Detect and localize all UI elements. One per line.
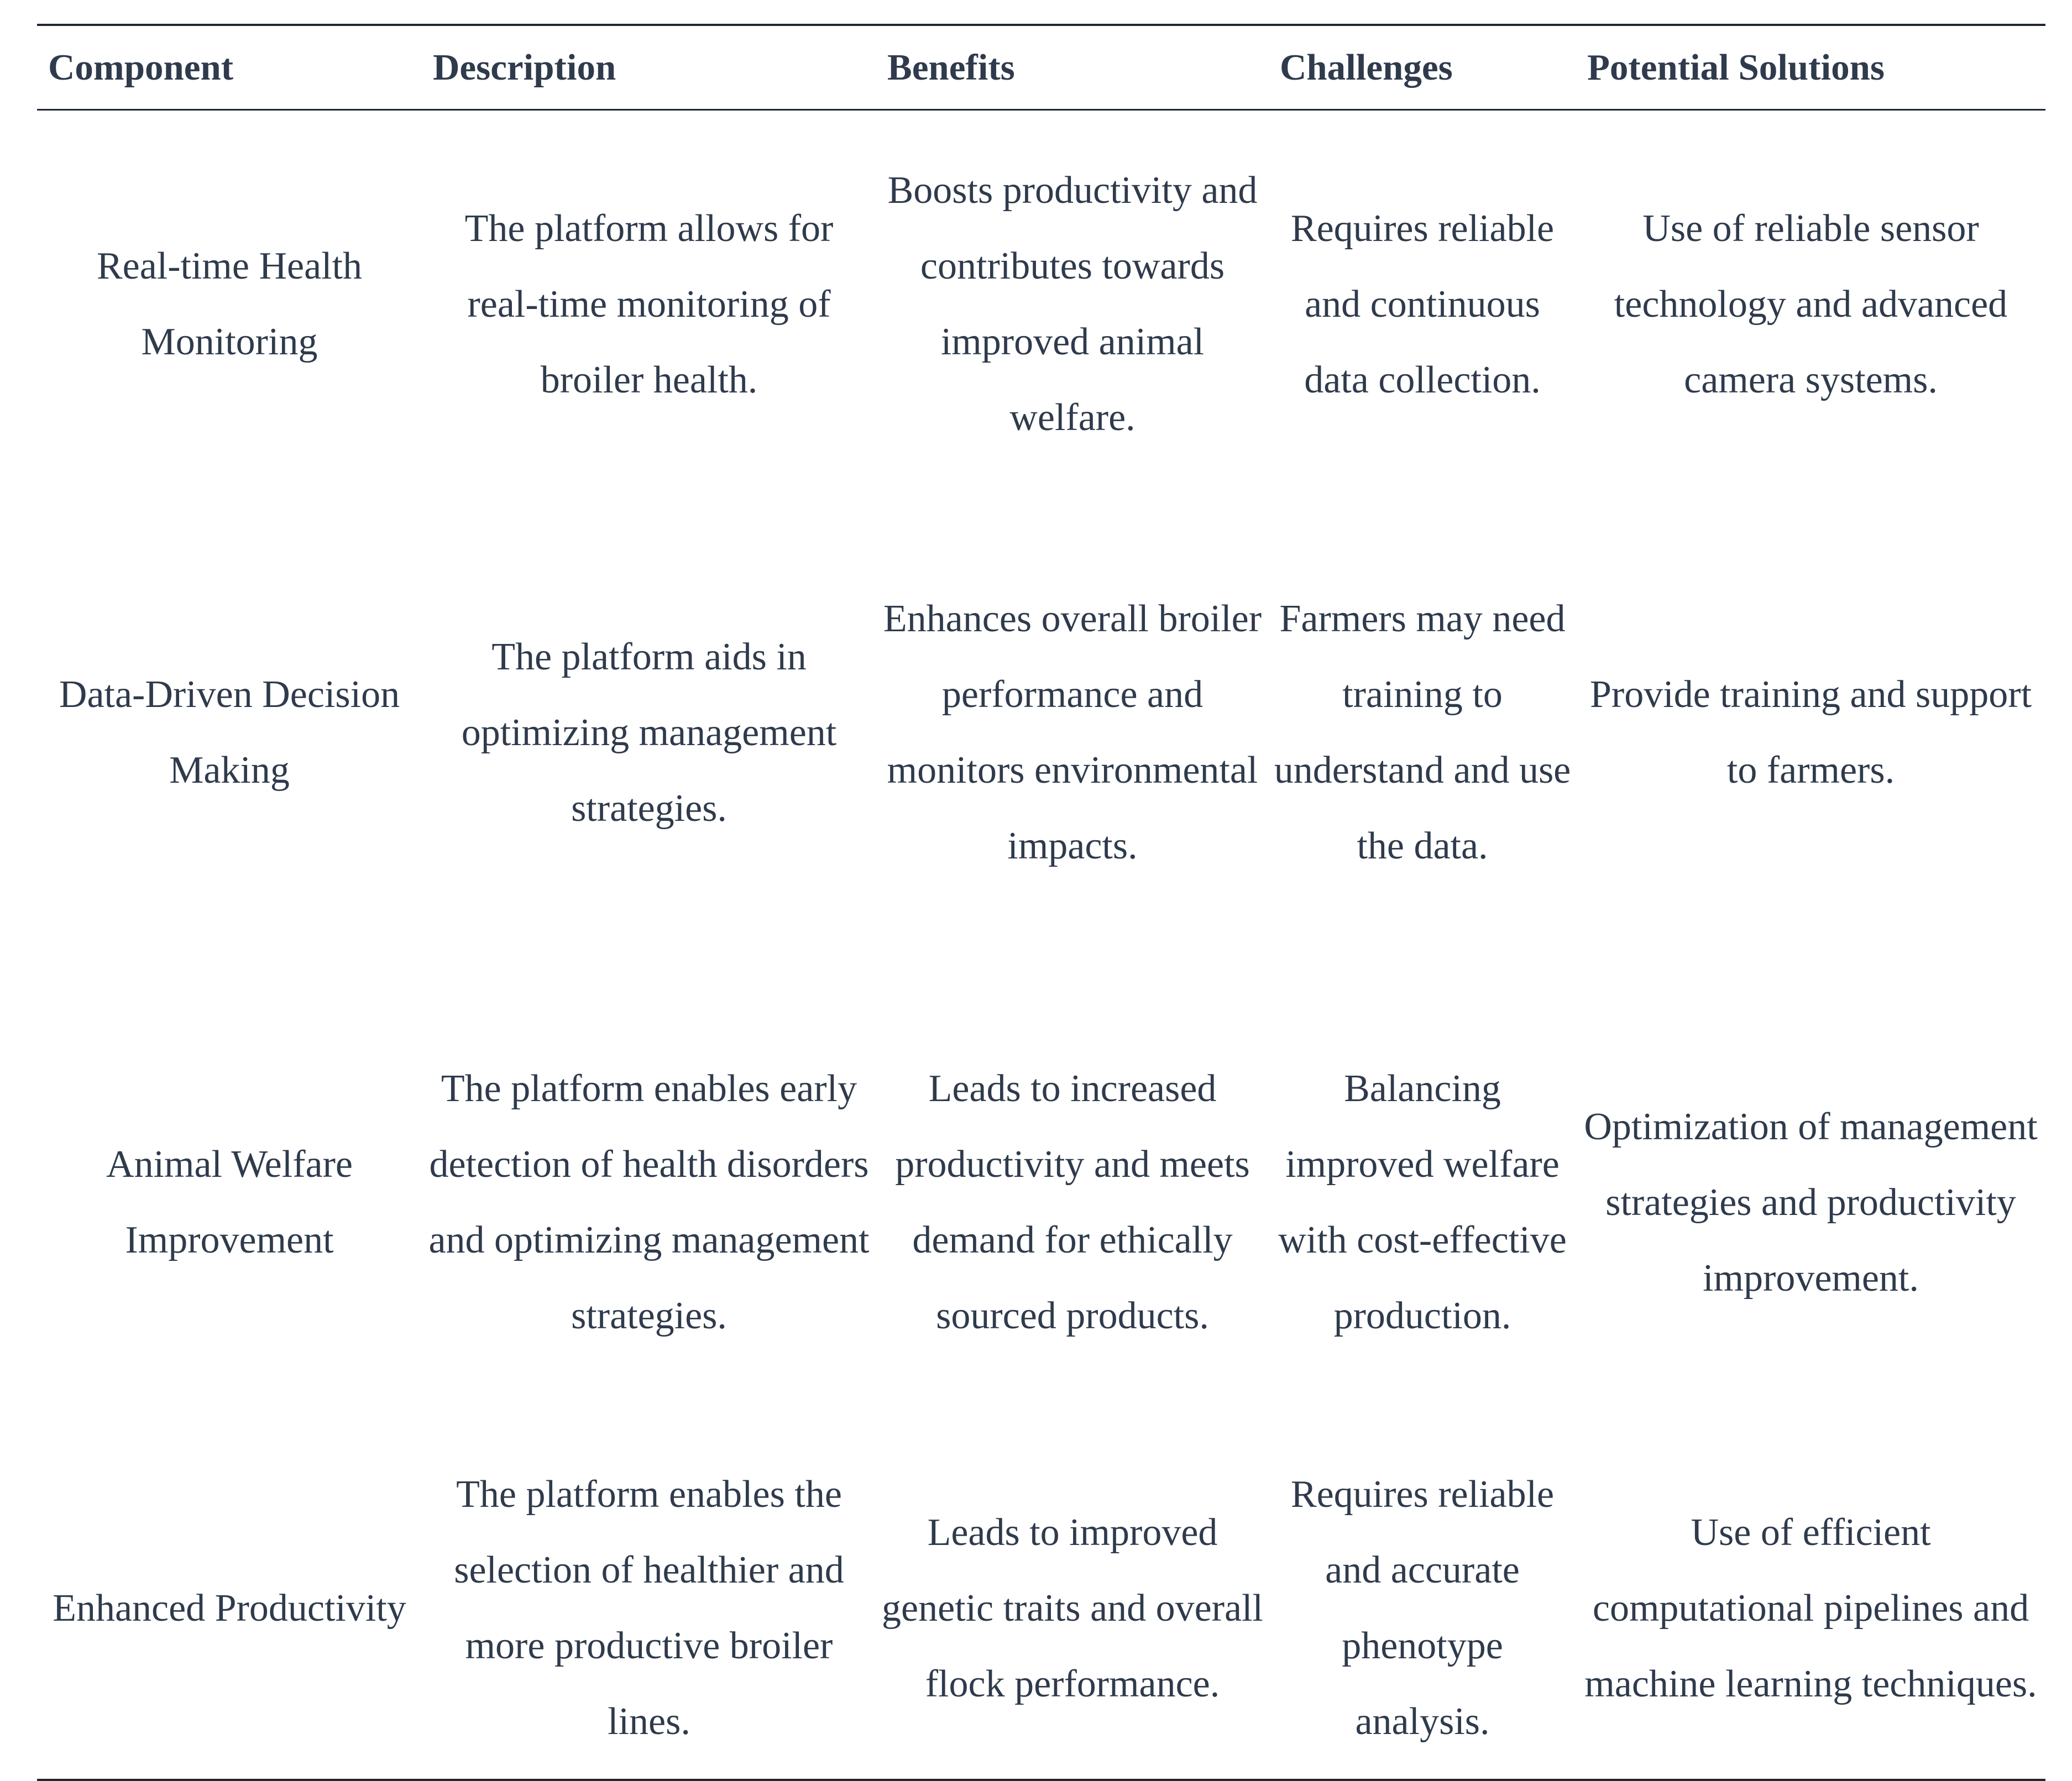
cell-challenges: Requires reliable and accurate phenotype analysis.: [1290, 1473, 1555, 1743]
cell-solutions: Provide training and support to farmers.: [1589, 673, 2032, 792]
cell-description: The platform allows for real-time monitoring of broiler health.: [464, 207, 834, 401]
cell-component: Animal Welfare Improvement: [106, 1143, 353, 1261]
cell-benefits: Enhances overall broiler performance and monitors environmental impacts.: [883, 598, 1262, 867]
table-row: [37, 1437, 2045, 1780]
cell-component: Real-time Health Monitoring: [96, 245, 363, 363]
component-table: [37, 24, 2045, 1781]
cell-component: Enhanced Productivity: [53, 1586, 406, 1630]
cell-benefits: Leads to improved genetic traits and overall flock performance.: [882, 1511, 1263, 1705]
table-header: [37, 25, 2045, 110]
cell-challenges: Requires reliable and continuous data collection.: [1290, 207, 1555, 401]
cell-solutions: Use of efficient computational pipelines and machine learning techniques.: [1584, 1511, 2037, 1705]
table-body: [37, 110, 2045, 1780]
cell-description: The platform aids in optimizing management strategies.: [461, 635, 837, 830]
cell-challenges: Farmers may need training to understand and use the data.: [1274, 598, 1571, 867]
header-challenges: Challenges: [1280, 46, 1453, 88]
header-benefits: Benefits: [887, 46, 1015, 88]
header-potential-solutions: Potential Solutions: [1587, 46, 1885, 88]
cell-benefits: Leads to increased productivity and meets demand for ethically sourced products.: [895, 1067, 1250, 1337]
table-row: [37, 967, 2045, 1437]
cell-description: The platform enables early detection of health disorders and optimizing management strategies.: [428, 1067, 870, 1337]
table-row: [37, 497, 2045, 967]
header-component: Component: [48, 46, 234, 88]
cell-benefits: Boosts productivity and contributes towards improved animal welfare.: [887, 169, 1258, 439]
header-row: [37, 25, 2045, 110]
cell-challenges: Balancing improved welfare with cost-effective production.: [1278, 1067, 1567, 1337]
cell-solutions: Optimization of management strategies and productivity improvement.: [1584, 1105, 2038, 1300]
cell-solutions: Use of reliable sensor technology and advanced camera systems.: [1614, 207, 2008, 401]
table-row: [37, 110, 2045, 498]
cell-component: Data-Driven Decision Making: [59, 673, 400, 792]
header-description: Description: [433, 46, 616, 88]
cell-description: The platform enables the selection of healthier and more productive broiler lines.: [454, 1473, 844, 1743]
component-table-container: [37, 24, 2045, 1781]
